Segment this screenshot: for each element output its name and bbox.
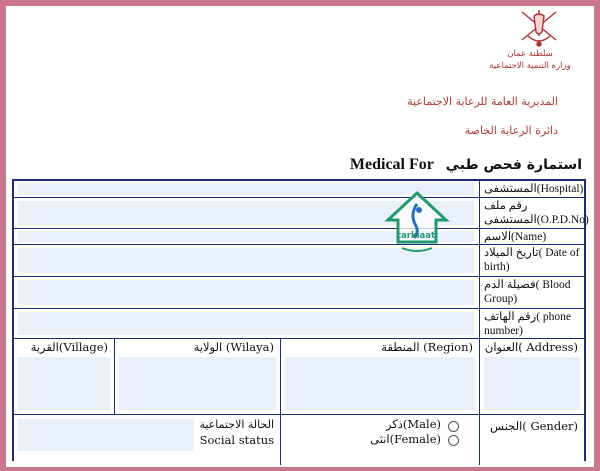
social-status-label-arabic: الحالة الاجتماعية — [199, 418, 274, 431]
row-phone — [14, 309, 584, 339]
blood-group-label: فصيلة الدم( Blood Group) — [479, 277, 584, 308]
oman-emblem-icon — [508, 6, 570, 50]
hospital-label: المستشفى(Hospital) — [479, 181, 584, 197]
address-input[interactable] — [484, 357, 580, 410]
village-cell — [14, 339, 114, 414]
form-title-english: Medical For — [349, 156, 434, 173]
wilaya-label: الولاية (Wilaya) — [193, 340, 274, 354]
gender-cell — [479, 415, 584, 465]
male-label: ذكر(Male) — [385, 417, 441, 431]
wilaya-input[interactable] — [119, 357, 276, 410]
row-dob — [14, 245, 584, 277]
dob-label: تاريخ الميلاد( Date of birth) — [479, 245, 584, 276]
social-status-label-english: Social status — [199, 433, 274, 447]
village-label: القرية(Village) — [30, 340, 108, 354]
medical-form-table — [12, 179, 589, 461]
gender-label: الجنس( Gender) — [490, 419, 578, 433]
wilaya-cell — [114, 339, 280, 414]
region-cell — [280, 339, 479, 414]
form-title-arabic: استمارة فحص طبي — [445, 157, 582, 173]
department-special: دائرة الرعاية الخاصة — [464, 124, 558, 137]
phone-input[interactable] — [18, 312, 474, 335]
region-input[interactable] — [285, 357, 475, 410]
phone-label: رقم الهاتف( phone number) — [479, 309, 584, 338]
male-radio[interactable] — [448, 421, 459, 432]
watermark-logo-icon — [382, 190, 452, 254]
row-blood-group — [14, 277, 584, 309]
ministry-line-1: سلطنة عمان — [507, 49, 553, 59]
ministry-name — [482, 48, 578, 72]
row-gender-social — [14, 415, 584, 465]
row-address — [14, 339, 584, 415]
form-title — [350, 156, 582, 174]
social-status-input[interactable] — [18, 419, 194, 451]
female-radio[interactable] — [448, 435, 459, 446]
address-label: العنوان( Address) — [484, 340, 578, 354]
village-input[interactable] — [18, 357, 110, 410]
opd-label: رقم ملف المستشفى(O.P.D.No) — [479, 198, 584, 228]
female-label: انثى(Female) — [370, 432, 441, 446]
row-hospital — [14, 181, 584, 198]
blood-group-input[interactable] — [18, 280, 474, 305]
watermark-text: tarkiaat — [397, 231, 436, 241]
gender-options-cell — [280, 415, 479, 465]
region-label: المنطقة (Region) — [381, 340, 473, 354]
department-general: المديرية العامة للرعاية الاجتماعية — [407, 95, 558, 108]
address-cell — [479, 339, 584, 414]
social-status-cell — [14, 415, 280, 465]
row-name — [14, 229, 584, 245]
ministry-line-2: وزارة التنمية الاجتماعية — [489, 61, 571, 71]
row-opd — [14, 198, 589, 229]
name-label: الاسم(Name) — [479, 229, 584, 244]
